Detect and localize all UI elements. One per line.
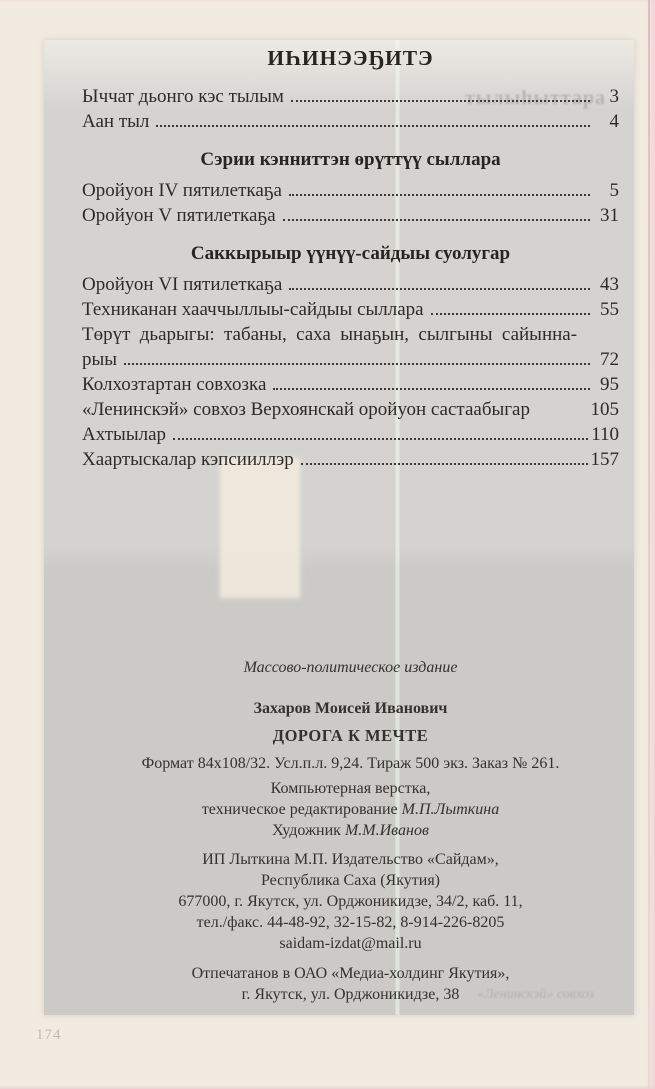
dot-leader (289, 194, 590, 196)
scanned-book-page (44, 40, 634, 1015)
toc-entry (82, 274, 619, 299)
dot-leader (289, 288, 590, 290)
colophon (82, 657, 619, 1005)
toc-entry-label: Төрүт дьарыгы: табаны, саха ынаҕын, сылгыны сайынна- (82, 324, 578, 345)
contents-title: ИҺИНЭЭҔИТЭ (267, 46, 434, 70)
toc-entry (82, 86, 619, 111)
page-content (82, 46, 619, 1005)
toc-section-heading: Сэрии кэнниттэн өрүттүү сыллара (200, 149, 501, 170)
toc-entry-label: Ахтыылар (82, 424, 166, 445)
publisher-email: saidam-izdat@mail.ru (279, 935, 422, 952)
publisher-phones: тел./факс. 44-48-92, 32-15-82, 8-914-226-8205 (196, 914, 505, 931)
toc-entry-page: 95 (600, 374, 619, 395)
publisher-line1: ИП Лыткина М.П. Издательство «Сайдам», (202, 851, 499, 868)
photo-edge-top (0, 0, 655, 3)
layout-editor-name: М.П.Лыткина (401, 801, 500, 818)
printer-line2: г. Якутск, ул. Орджоникидзе, 38 (241, 986, 460, 1003)
publisher-address: 677000, г. Якутск, ул. Орджоникидзе, 34/2, каб. 11, (178, 893, 523, 910)
toc-entry-label: Оройуон VI пятилеткаҕа (82, 274, 283, 295)
dot-leader (301, 463, 588, 465)
table-of-contents (82, 86, 619, 474)
photo-edge-line (648, 0, 650, 1089)
dot-leader (283, 219, 590, 221)
toc-entry-page: 55 (600, 299, 619, 320)
toc-entry (82, 449, 619, 474)
dot-leader (431, 313, 590, 315)
toc-entry (82, 374, 619, 399)
bleed-through-text-bottom: «Ленинскэй» совхоз (477, 987, 594, 1002)
toc-entry (82, 324, 619, 349)
toc-entry-page: 110 (591, 424, 619, 445)
publisher-line2: Республика Саха (Якутия) (260, 872, 440, 889)
toc-entry-page: 105 (590, 399, 619, 420)
toc-entry (82, 349, 619, 374)
toc-entry-label: «Ленинскэй» совхоз Верхоянскай оройуон састаабыгар (82, 399, 530, 420)
toc-entry-page: 5 (609, 180, 619, 201)
toc-entry (82, 205, 619, 230)
author-name: Захаров Моисей Иванович (253, 700, 448, 717)
toc-entry-page: 72 (600, 349, 619, 370)
bleed-through-text-top: тылыһыттара (464, 87, 606, 109)
photo-edge-right (646, 0, 655, 1089)
toc-entry-page: 4 (609, 111, 619, 132)
print-specs: Формат 84х108/32. Усл.п.л. 9,24. Тираж 500 экз. Заказ № 261. (141, 755, 560, 772)
edition-type: Массово-политическое издание (243, 659, 458, 676)
layout-line2 (82, 799, 619, 820)
artist-line (82, 820, 619, 841)
page-number: 174 (36, 1027, 62, 1043)
toc-entry-label: Оройуон V пятилеткаҕа (82, 205, 276, 226)
toc-section-heading: Саккырыыр үүнүү-сайдыы суолугар (190, 243, 511, 264)
toc-entry-label: рыы (82, 349, 118, 370)
dot-leader (173, 438, 588, 440)
toc-entry-label: Техниканан хааччыллыы-сайдыы сыллара (82, 299, 424, 320)
toc-entry (82, 299, 619, 324)
toc-entry (82, 399, 619, 424)
dot-leader (124, 363, 590, 365)
toc-entry-label: Ыччат дьонго кэс тылым (82, 86, 284, 107)
toc-entry-page: 157 (590, 449, 619, 470)
layout-line1: Компьютерная верстка, (270, 780, 431, 797)
dot-leader (273, 388, 590, 390)
photo-edge-bottom (0, 1085, 655, 1089)
toc-entry-page: 3 (609, 86, 619, 107)
dot-leader (156, 125, 590, 127)
toc-entry (82, 180, 619, 205)
toc-entry-label: Оройуон IV пятилеткаҕа (82, 180, 282, 201)
toc-entry (82, 111, 619, 136)
toc-entry-label: Аан тыл (82, 111, 150, 132)
book-title: ДОРОГА К МЕЧТЕ (272, 726, 429, 745)
dot-leader (291, 100, 590, 102)
toc-entry (82, 424, 619, 449)
artist-name: М.М.Иванов (344, 822, 429, 839)
toc-entry-page: 43 (600, 274, 619, 295)
toc-entry-label: Хаартыскалар кэпсииллэр (82, 449, 294, 470)
artist-prefix: Художник (272, 822, 345, 839)
toc-entry-page: 31 (600, 205, 619, 226)
printer-line1: Отпечатанов в ОАО «Медиа-холдинг Якутия», (191, 965, 510, 982)
layout-line2-prefix: техническое редактирование (201, 801, 402, 818)
toc-entry-label: Колхозтартан совхозка (82, 374, 267, 395)
